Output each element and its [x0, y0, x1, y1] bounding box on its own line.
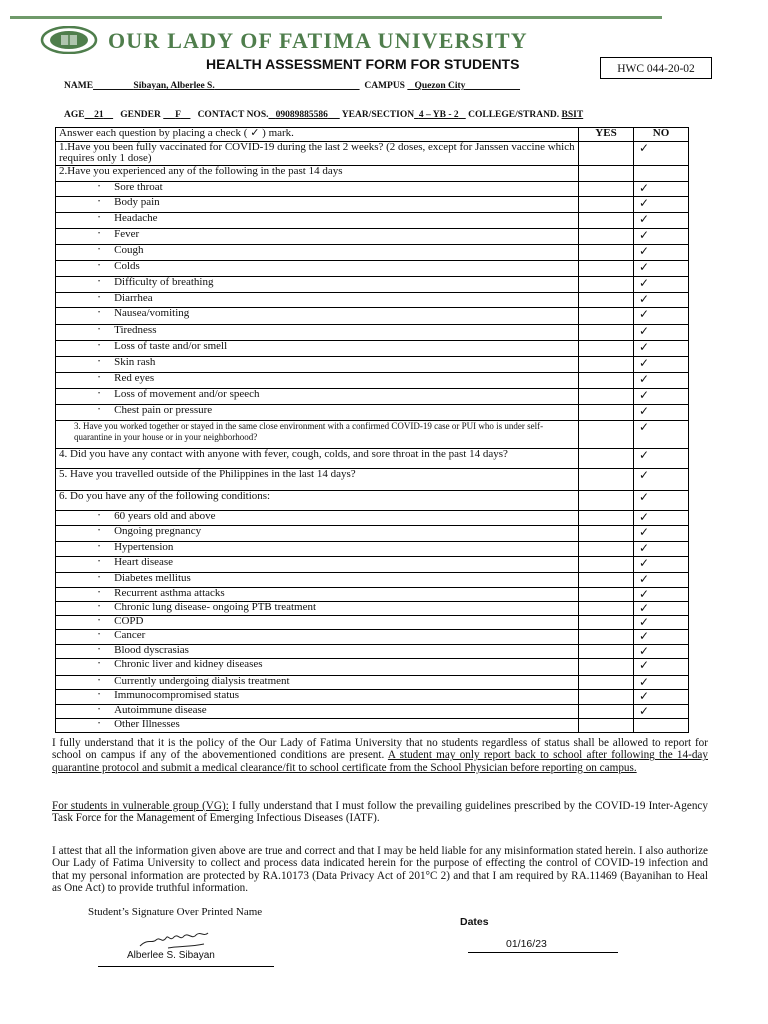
bullet-icon: • — [98, 544, 101, 550]
check-mark-icon: ✓ — [639, 615, 650, 629]
no-checkbox-cell[interactable] — [634, 421, 689, 449]
other-illnesses-row — [56, 719, 689, 733]
check-mark-icon: ✓ — [639, 340, 650, 354]
no-checkbox-cell[interactable] — [634, 542, 689, 557]
condition-row — [56, 542, 689, 557]
condition-row — [56, 630, 689, 645]
condition-label: 60 years old and above — [114, 510, 216, 523]
no-checkbox-cell[interactable] — [634, 229, 689, 245]
check-mark-icon: ✓ — [639, 244, 650, 258]
no-checkbox-cell[interactable] — [634, 197, 689, 213]
age-label: AGE — [64, 110, 85, 120]
no-checkbox-cell[interactable] — [634, 511, 689, 526]
symptom-label: Chest pain or pressure — [114, 404, 213, 417]
condition-row — [56, 557, 689, 573]
handwritten-signature — [138, 928, 218, 952]
symptom-row — [56, 277, 689, 293]
bullet-icon: • — [98, 678, 101, 684]
symptom-label: Headache — [114, 212, 158, 225]
year-label: YEAR/SECTION — [341, 110, 415, 120]
symptom-row — [56, 308, 689, 325]
check-mark-icon: ✓ — [639, 404, 650, 418]
question-row — [56, 469, 689, 491]
no-checkbox-cell[interactable] — [634, 389, 689, 405]
yes-checkbox-cell[interactable] — [579, 690, 634, 705]
no-checkbox-cell[interactable] — [634, 245, 689, 261]
yes-checkbox-cell[interactable] — [579, 526, 634, 542]
no-checkbox-cell[interactable] — [634, 557, 689, 573]
check-mark-icon: ✓ — [639, 689, 650, 703]
symptom-label: Diarrhea — [114, 292, 153, 305]
yes-checkbox-cell[interactable] — [579, 142, 634, 166]
bullet-icon: • — [98, 647, 101, 653]
yes-checkbox-cell[interactable] — [579, 449, 634, 469]
no-checkbox-cell[interactable] — [634, 142, 689, 166]
symptom-row — [56, 293, 689, 308]
yes-checkbox-cell[interactable] — [579, 602, 634, 616]
printed-name: Alberlee S. Sibayan — [127, 950, 215, 961]
bullet-icon: • — [98, 632, 101, 638]
check-mark-icon: ✓ — [639, 675, 650, 689]
bullet-icon: • — [98, 184, 101, 190]
symptom-label: Difficulty of breathing — [114, 276, 214, 289]
no-checkbox-cell[interactable] — [634, 659, 689, 676]
condition-row — [56, 690, 689, 705]
condition-label: Cancer — [114, 629, 146, 642]
question-6-text: 6. Do you have any of the following conditions: — [56, 491, 579, 511]
check-mark-icon: ✓ — [639, 388, 650, 402]
bullet-icon: • — [98, 215, 101, 221]
yes-checkbox-cell[interactable] — [579, 659, 634, 676]
check-mark-icon: ✓ — [639, 658, 650, 672]
symptom-row — [56, 325, 689, 341]
bullet-icon: • — [98, 295, 101, 301]
bullet-icon: • — [98, 359, 101, 365]
yes-checkbox-cell[interactable] — [579, 491, 634, 511]
yes-checkbox-cell[interactable] — [579, 630, 634, 645]
condition-label: Hypertension — [114, 541, 174, 554]
condition-row — [56, 645, 689, 659]
yes-checkbox-cell[interactable] — [579, 542, 634, 557]
symptom-label: Tiredness — [114, 324, 157, 337]
attestation-paragraph: I attest that all the information given above are true and correct and that I may be held liable for any misinformation stated herein. I also authorize Our Lady of Fatima University to collect and process data indicated herein for the purpose of effecting the control of COVID-19 infection and that my personal information are protected by RA.10173 (Data Privacy Act of 201°C 2) and that I am required by RA.11469 (Bayanihan to Heal as One Act) to provide truthful information. — [52, 845, 708, 895]
yes-checkbox-cell[interactable] — [579, 182, 634, 197]
condition-label: Diabetes mellitus — [114, 572, 191, 585]
contact-value[interactable]: 09089885586 — [275, 110, 328, 120]
bullet-icon: • — [98, 575, 101, 581]
condition-row — [56, 588, 689, 602]
symptom-row — [56, 357, 689, 373]
symptom-row — [56, 373, 689, 389]
check-mark-icon: ✓ — [639, 644, 650, 658]
no-checkbox-cell[interactable] — [634, 261, 689, 277]
yes-checkbox-cell[interactable] — [579, 166, 634, 182]
no-checkbox-cell[interactable] — [634, 341, 689, 357]
no-checkbox-cell[interactable] — [634, 588, 689, 602]
question-row — [56, 491, 689, 511]
no-checkbox-cell[interactable] — [634, 325, 689, 341]
condition-label: Recurrent asthma attacks — [114, 587, 225, 600]
symptom-row — [56, 261, 689, 277]
contact-label: CONTACT NOS. — [197, 110, 269, 120]
condition-row — [56, 676, 689, 690]
symptom-row — [56, 182, 689, 197]
check-mark-icon: ✓ — [639, 212, 650, 226]
condition-label: Heart disease — [114, 556, 174, 569]
question-3-text: 3. Have you worked together or stayed in the same close environment with a confirmed COVID-19 case or PUI who is under self-quarantine in your house or in your neighborhood? — [56, 421, 579, 449]
bullet-icon: • — [98, 528, 101, 534]
symptom-row — [56, 213, 689, 229]
yes-checkbox-cell[interactable] — [579, 325, 634, 341]
yes-checkbox-cell[interactable] — [579, 469, 634, 491]
yes-checkbox-cell[interactable] — [579, 341, 634, 357]
no-checkbox-cell[interactable] — [634, 166, 689, 182]
check-mark-icon: ✓ — [639, 307, 650, 321]
yes-checkbox-cell[interactable] — [579, 405, 634, 421]
vulnerable-group-label: For students in vulnerable group (VG): — [52, 800, 229, 812]
yes-checkbox-cell[interactable] — [579, 421, 634, 449]
condition-row — [56, 616, 689, 630]
no-checkbox-cell[interactable] — [634, 449, 689, 469]
check-mark-icon: ✓ — [639, 228, 650, 242]
check-mark-icon: ✓ — [639, 372, 650, 386]
yes-checkbox-cell[interactable] — [579, 229, 634, 245]
bullet-icon: • — [98, 513, 101, 519]
gender-value[interactable]: F — [175, 110, 181, 120]
symptom-row — [56, 245, 689, 261]
check-mark-icon: ✓ — [639, 704, 650, 718]
condition-row — [56, 659, 689, 676]
date-value[interactable]: 01/16/23 — [506, 938, 547, 950]
bullet-icon: • — [98, 559, 101, 565]
symptom-label: Sore throat — [114, 181, 163, 194]
no-checkbox-cell[interactable] — [634, 308, 689, 325]
no-checkbox-cell[interactable] — [634, 293, 689, 308]
question-row — [56, 166, 689, 182]
no-checkbox-cell[interactable] — [634, 357, 689, 373]
check-mark-icon: ✓ — [639, 556, 650, 570]
symptom-row — [56, 341, 689, 357]
yes-checkbox-cell[interactable] — [579, 705, 634, 719]
bullet-icon: • — [98, 604, 101, 610]
condition-row — [56, 526, 689, 542]
check-mark-icon: ✓ — [639, 490, 650, 504]
bullet-icon: • — [98, 310, 101, 316]
yes-checkbox-cell[interactable] — [579, 588, 634, 602]
date-line — [468, 952, 618, 953]
health-questionnaire-table — [55, 127, 689, 733]
question-2-text: 2.Have you experienced any of the following in the past 14 days — [56, 166, 579, 182]
college-value[interactable]: BSIT — [561, 110, 584, 120]
condition-label: Blood dyscrasias — [114, 644, 189, 657]
question-row — [56, 142, 689, 166]
bullet-icon: • — [98, 247, 101, 253]
bullet-icon: • — [98, 692, 101, 698]
check-mark-icon: ✓ — [639, 525, 650, 539]
age-value[interactable]: 21 — [94, 110, 104, 120]
check-mark-icon: ✓ — [639, 356, 650, 370]
bullet-icon: • — [98, 327, 101, 333]
symptom-label: Colds — [114, 260, 140, 273]
yes-checkbox-cell[interactable] — [579, 389, 634, 405]
year-value[interactable]: 4 – YB - 2 — [418, 110, 459, 120]
no-checkbox-cell[interactable] — [634, 182, 689, 197]
symptom-label: Loss of movement and/or speech — [114, 388, 260, 401]
bullet-icon: • — [98, 407, 101, 413]
no-checkbox-cell[interactable] — [634, 573, 689, 588]
college-label: COLLEGE/STRAND. — [468, 110, 560, 120]
check-mark-icon: ✓ — [639, 572, 650, 586]
policy-text: I fully understand that it is the policy of the Our Lady of Fatima University that no students regardless of status shall be allowed to report for school on campus if any of the abovementioned conditions are present. — [52, 737, 708, 762]
signature-label: Student’s Signature Over Printed Name — [88, 906, 263, 918]
no-checkbox-cell[interactable] — [634, 676, 689, 690]
bullet-icon: • — [98, 618, 101, 624]
no-column-header: NO — [634, 128, 689, 142]
bullet-icon: • — [98, 199, 101, 205]
no-checkbox-cell[interactable] — [634, 602, 689, 616]
no-checkbox-cell[interactable] — [634, 690, 689, 705]
condition-label: Currently undergoing dialysis treatment — [114, 675, 290, 688]
no-checkbox-cell[interactable] — [634, 213, 689, 229]
check-mark-icon: ✓ — [639, 510, 650, 524]
signature-line — [98, 966, 274, 967]
check-mark-icon: ✓ — [639, 196, 650, 210]
symptom-row — [56, 389, 689, 405]
check-mark-icon: ✓ — [639, 181, 650, 195]
name-label: NAME — [64, 81, 94, 91]
bullet-icon: • — [98, 391, 101, 397]
check-mark-icon: ✓ — [639, 276, 650, 290]
form-code: HWC 044-20-02 — [600, 57, 712, 79]
yes-checkbox-cell[interactable] — [579, 511, 634, 526]
bullet-icon: • — [98, 375, 101, 381]
condition-label: Chronic liver and kidney diseases — [114, 658, 263, 671]
yes-checkbox-cell[interactable] — [579, 357, 634, 373]
yes-column-header: YES — [579, 128, 634, 142]
policy-paragraph — [52, 737, 708, 774]
yes-checkbox-cell[interactable] — [579, 197, 634, 213]
check-mark-icon: ✓ — [639, 260, 650, 274]
gender-label: GENDER — [120, 110, 161, 120]
university-logo-icon — [40, 26, 98, 54]
yes-checkbox-cell[interactable] — [579, 245, 634, 261]
bullet-icon: • — [98, 721, 101, 727]
symptom-label: Red eyes — [114, 372, 155, 385]
yes-checkbox-cell[interactable] — [579, 277, 634, 293]
vulnerable-group-paragraph — [52, 800, 708, 825]
symptom-row — [56, 405, 689, 421]
no-checkbox-cell[interactable] — [634, 645, 689, 659]
check-mark-icon: ✓ — [639, 324, 650, 338]
no-checkbox-cell[interactable] — [634, 491, 689, 511]
condition-row — [56, 602, 689, 616]
symptom-label: Body pain — [114, 196, 160, 209]
no-checkbox-cell[interactable] — [634, 277, 689, 293]
no-checkbox-cell[interactable] — [634, 630, 689, 645]
check-mark-icon: ✓ — [639, 468, 650, 482]
yes-checkbox-cell[interactable] — [579, 616, 634, 630]
other-illnesses-label: Other Illnesses — [114, 718, 180, 731]
no-checkbox-cell[interactable] — [634, 526, 689, 542]
details-line — [64, 110, 583, 120]
check-mark-icon: ✓ — [639, 601, 650, 615]
yes-checkbox-cell[interactable] — [579, 573, 634, 588]
dates-label: Dates — [460, 916, 489, 928]
check-mark-icon: ✓ — [639, 141, 650, 155]
university-name: OUR LADY OF FATIMA UNIVERSITY — [108, 28, 528, 53]
vulnerable-group-text: I fully understand that I must follow the prevailing guidelines prescribed by the COVID-19 Inter-Agency Task Force for the Management of Emerging Infectious Diseases (IATF). — [52, 800, 708, 825]
symptom-label: Skin rash — [114, 356, 156, 369]
condition-label: Chronic lung disease- ongoing PTB treatment — [114, 601, 317, 614]
check-mark-icon: ✓ — [639, 420, 650, 434]
yes-checkbox-cell[interactable] — [579, 719, 634, 733]
policy-requirement-text: A student may only report back to school after following the 14-day quarantine protocol and submit a medical clearance/fit to school certificate from the School Physician before reporting on campus. — [52, 749, 708, 774]
symptom-label: Fever — [114, 228, 140, 241]
yes-checkbox-cell[interactable] — [579, 261, 634, 277]
instruction-text: Answer each question by placing a check ( ✓ ) mark. — [56, 128, 579, 142]
name-line — [64, 81, 520, 91]
condition-row — [56, 511, 689, 526]
campus-value[interactable]: Quezon City — [414, 81, 466, 91]
condition-label: Ongoing pregnancy — [114, 525, 202, 538]
yes-checkbox-cell[interactable] — [579, 373, 634, 389]
bullet-icon: • — [98, 707, 101, 713]
name-value[interactable]: Sibayan, Alberlee S. — [133, 81, 215, 91]
condition-label: COPD — [114, 615, 144, 628]
table-header-row — [56, 128, 689, 142]
yes-checkbox-cell[interactable] — [579, 645, 634, 659]
symptom-label: Cough — [114, 244, 144, 257]
question-5-text: 5. Have you travelled outside of the Philippines in the last 14 days? — [56, 469, 579, 491]
campus-label: CAMPUS — [364, 81, 405, 91]
condition-row — [56, 705, 689, 719]
check-mark-icon: ✓ — [639, 448, 650, 462]
question-row — [56, 449, 689, 469]
yes-checkbox-cell[interactable] — [579, 213, 634, 229]
question-4-text: 4. Did you have any contact with anyone with fever, cough, colds, and sore throat in the past 14 days? — [56, 449, 579, 469]
symptom-label: Nausea/vomiting — [114, 307, 190, 320]
header-rule — [10, 16, 662, 19]
bullet-icon: • — [98, 263, 101, 269]
bullet-icon: • — [98, 343, 101, 349]
bullet-icon: • — [98, 590, 101, 596]
bullet-icon: • — [98, 279, 101, 285]
yes-checkbox-cell[interactable] — [579, 293, 634, 308]
condition-row — [56, 573, 689, 588]
no-checkbox-cell[interactable] — [634, 616, 689, 630]
check-mark-icon: ✓ — [639, 629, 650, 643]
no-checkbox-cell[interactable] — [634, 469, 689, 491]
bullet-icon: • — [98, 231, 101, 237]
no-checkbox-cell[interactable] — [634, 373, 689, 389]
yes-checkbox-cell[interactable] — [579, 557, 634, 573]
question-1-text: 1.Have you been fully vaccinated for COVID-19 during the last 2 weeks? (2 doses, except for Janssen vaccine which requires only 1 dose) — [56, 142, 579, 166]
form-title: HEALTH ASSESSMENT FORM FOR STUDENTS — [206, 56, 520, 72]
question-row — [56, 421, 689, 449]
no-checkbox-cell[interactable] — [634, 405, 689, 421]
yes-checkbox-cell[interactable] — [579, 676, 634, 690]
bullet-icon: • — [98, 661, 101, 667]
check-mark-icon: ✓ — [639, 292, 650, 306]
symptom-row — [56, 197, 689, 213]
symptom-label: Loss of taste and/or smell — [114, 340, 228, 353]
no-checkbox-cell[interactable] — [634, 705, 689, 719]
symptom-row — [56, 229, 689, 245]
no-checkbox-cell[interactable] — [634, 719, 689, 733]
yes-checkbox-cell[interactable] — [579, 308, 634, 325]
check-mark-icon: ✓ — [639, 541, 650, 555]
condition-label: Autoimmune disease — [114, 704, 207, 717]
check-mark-icon: ✓ — [639, 587, 650, 601]
condition-label: Immunocompromised status — [114, 689, 240, 702]
